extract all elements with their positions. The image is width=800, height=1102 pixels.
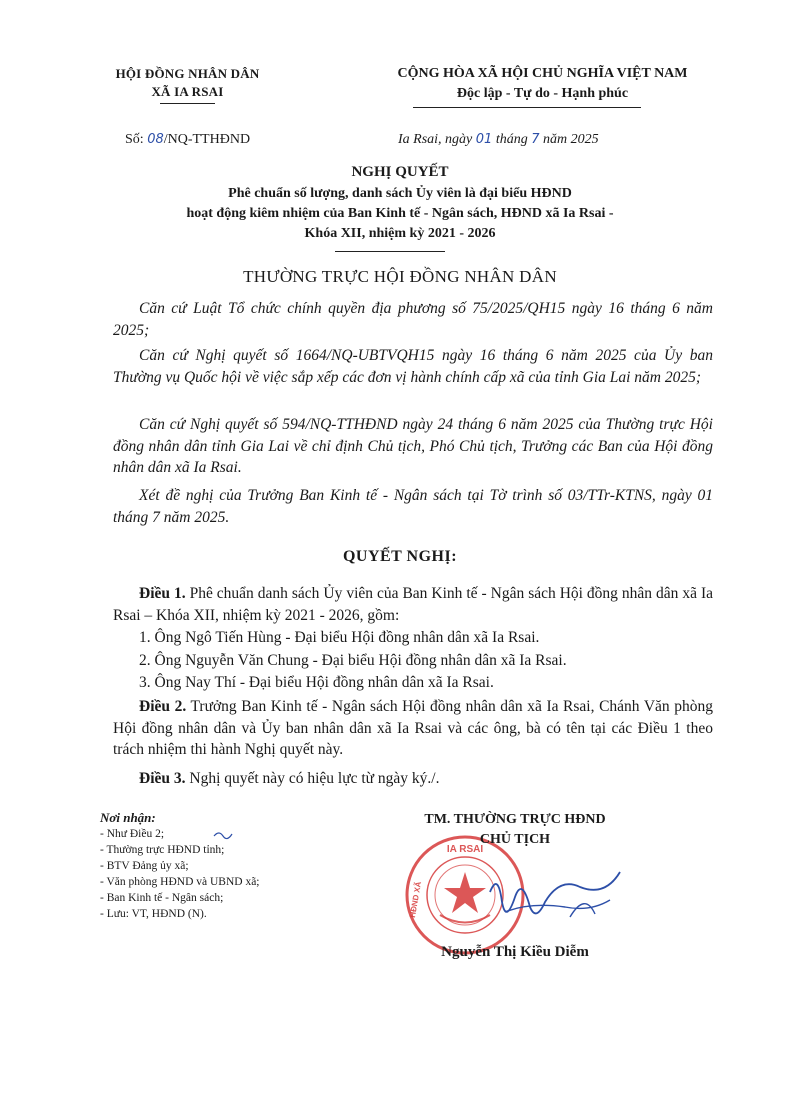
member-2: 2. Ông Nguyễn Văn Chung - Đại biểu Hội đồng nhân dân xã Ia Rsai. [139, 652, 567, 669]
recipient-item: - Như Điều 2; [100, 828, 165, 840]
doc-number-handwritten: 08 [147, 132, 164, 147]
org-name-line2: XÃ IA RSAI [151, 84, 224, 99]
article-2 [113, 696, 713, 761]
article-1-text: Phê chuẩn danh sách Ủy viên của Ban Kinh tế - Ngân sách Hội đồng nhân dân xã Ia Rsai – Khóa XII, nhiệm kỳ 2021 - 2026, gồm: [113, 585, 714, 624]
date-day-handwritten: 01 [475, 132, 493, 147]
org-name-line1: HỘI ĐỒNG NHÂN DÂN [115, 66, 260, 81]
motto-underline [413, 107, 641, 108]
recipients-title: Nơi nhận: [100, 810, 156, 825]
date-suffix: năm 2025 [539, 132, 599, 147]
article-3 [113, 768, 713, 790]
recipient-item: - Thường trực HĐND tỉnh; [100, 844, 225, 856]
title-underline [335, 251, 445, 252]
legal-basis-text: Căn cứ Nghị quyết số 594/NQ-TTHĐND ngày 24 tháng 6 năm 2025 của Thường trực Hội đồng nhân dân tỉnh Gia Lai về chỉ định Chủ tịch, Phó Chủ tịch, Trưởng các Ban của Hội đồng nhân dân xã Ia Rsai. [113, 416, 713, 476]
legal-basis-text: Căn cứ Luật Tổ chức chính quyền địa phương số 75/2025/QH15 ngày 16 tháng 6 năm 2025; [113, 300, 713, 339]
legal-basis-text: Xét đề nghị của Trưởng Ban Kinh tế - Ngân sách tại Tờ trình số 03/TTr-KTNS, ngày 01 tháng 7 năm 2025. [113, 487, 713, 526]
signature-position: CHỦ TỊCH [479, 832, 551, 847]
signature-on-behalf: TM. THƯỜNG TRỰC HĐND [424, 812, 606, 827]
legal-basis-text: Căn cứ Nghị quyết số 1664/NQ-UBTVQH15 ngày 16 tháng 6 năm 2025 của Ủy ban Thường vụ Quốc hội về việc sắp xếp các đơn vị hành chính cấp xã của tỉnh Gia Lai năm 2025; [113, 347, 713, 386]
subject-line2: hoạt động kiêm nhiệm của Ban Kinh tế - Ngân sách, HĐND xã Ia Rsai - [186, 206, 614, 221]
date-month-handwritten: 7 [531, 132, 540, 147]
date-mid: tháng [492, 132, 532, 147]
doc-number-prefix: Số: [125, 132, 148, 147]
date-prefix: Ia Rsai, ngày [398, 132, 476, 147]
resolution-heading: QUYẾT NGHỊ: [342, 548, 458, 565]
seal-text-top: IA RSAI [446, 844, 484, 855]
seal-text-left: HĐND XÃ [407, 880, 424, 919]
legal-basis-3 [113, 414, 713, 479]
recipient-item: - Ban Kinh tế - Ngân sách; [100, 892, 224, 904]
recipient-item: - BTV Đảng ủy xã; [100, 860, 189, 872]
legal-basis-4 [113, 485, 713, 528]
member-3: 3. Ông Nay Thí - Đại biểu Hội đồng nhân dân xã Ia Rsai. [139, 674, 494, 691]
signer-name: Nguyễn Thị Kiều Diễm [441, 944, 589, 960]
handwritten-signature-icon [470, 862, 630, 937]
article-2-label: Điều 2. [139, 698, 187, 715]
document-type: NGHỊ QUYẾT [351, 164, 449, 180]
subject-line1: Phê chuẩn số lượng, danh sách Ủy viên là đại biểu HĐND [228, 186, 572, 201]
recipient-item: - Lưu: VT, HĐND (N). [100, 908, 207, 920]
document-date [398, 132, 599, 148]
legal-basis-1 [113, 298, 713, 341]
article-1-label: Điều 1. [139, 585, 186, 602]
recipient-item: - Văn phòng HĐND và UBND xã; [100, 876, 260, 888]
org-underline [160, 103, 215, 104]
doc-number-suffix: /NQ-TTHĐND [163, 132, 251, 147]
article-2-text: Trưởng Ban Kinh tế - Ngân sách Hội đồng nhân dân xã Ia Rsai, Chánh Văn phòng Hội đồng nhân dân và Ủy ban nhân dân xã Ia Rsai và các ông, bà có tên tại các Điều 1 theo trách nhiệm thi hành Nghị quyết này. [113, 698, 713, 758]
issuer-title: THƯỜNG TRỰC HỘI ĐỒNG NHÂN DÂN [243, 267, 557, 286]
article-3-label: Điều 3. [139, 770, 186, 787]
pen-mark-icon [212, 828, 234, 842]
member-1: 1. Ông Ngô Tiến Hùng - Đại biểu Hội đồng nhân dân xã Ia Rsai. [139, 629, 540, 646]
nation-title: CỘNG HÒA XÃ HỘI CHỦ NGHĨA VIỆT NAM [397, 66, 688, 81]
subject-line3: Khóa XII, nhiệm kỳ 2021 - 2026 [304, 226, 496, 241]
document-number [125, 132, 250, 148]
article-1 [113, 583, 713, 626]
article-3-text: Nghị quyết này có hiệu lực từ ngày ký./. [185, 770, 440, 787]
nation-motto: Độc lập - Tự do - Hạnh phúc [456, 86, 629, 101]
legal-basis-2 [113, 345, 713, 388]
